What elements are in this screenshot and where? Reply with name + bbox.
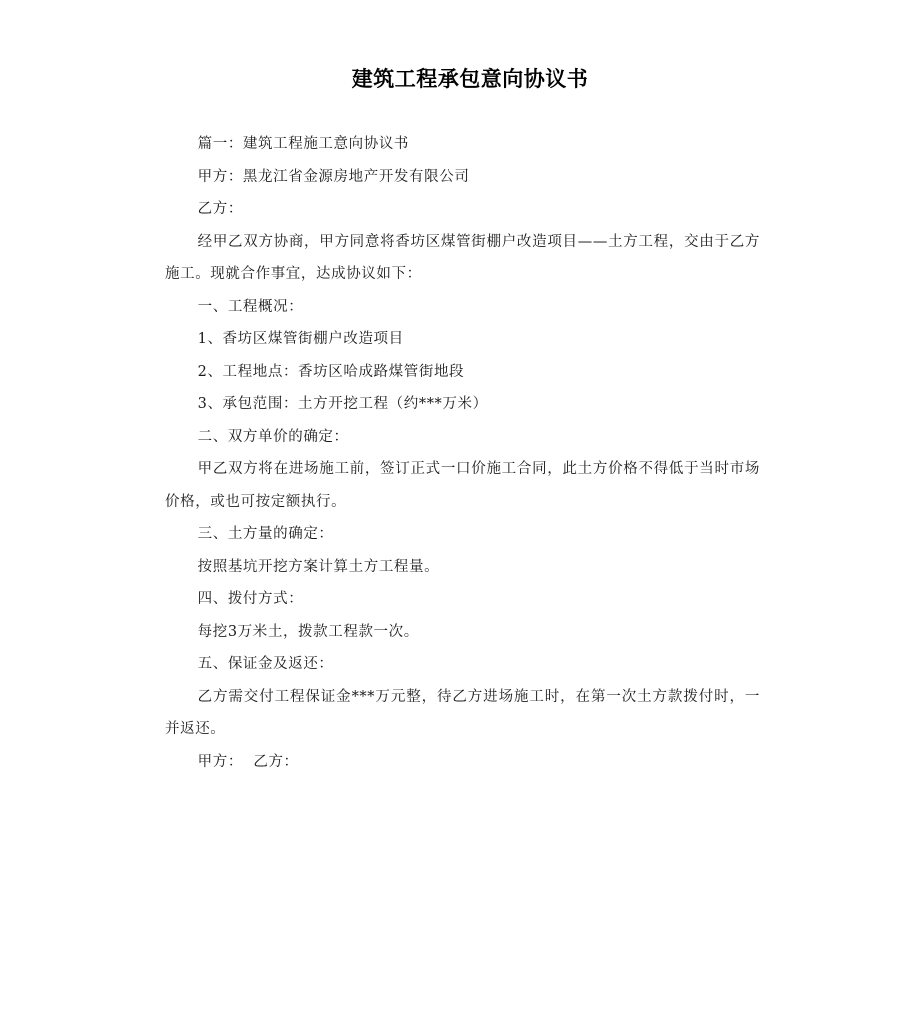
clause-heading-deposit: 五、保证金及返还： bbox=[197, 656, 334, 672]
price-paragraph: 甲乙双方将在进场施工前，签订正式一口价施工合同，此土方价格不得低于当时市场价格，或也可按定额执行。 bbox=[165, 461, 760, 510]
section-heading: 篇一：建筑工程施工意向协议书 bbox=[197, 136, 410, 152]
party-a-line: 甲方：黑龙江省金源房地产开发有限公司 bbox=[197, 168, 470, 185]
overview-item-2: 2、工程地点：香坊区哈成路煤管街地段 bbox=[197, 363, 465, 380]
signature-line: 甲方： 乙方： bbox=[197, 753, 299, 770]
party-b-line: 乙方： bbox=[197, 201, 243, 217]
document-body bbox=[165, 128, 760, 778]
clause-heading-quantity: 三、土方量的确定： bbox=[197, 526, 334, 542]
deposit-paragraph: 乙方需交付工程保证金***万元整，待乙方进场施工时，在第一次土方款拨付时，一并返还。 bbox=[165, 688, 760, 737]
clause-heading-payment: 四、拨付方式： bbox=[197, 591, 304, 607]
document-title: 建筑工程承包意向协议书 bbox=[351, 67, 589, 91]
clause-heading-overview: 一、工程概况： bbox=[197, 298, 304, 315]
clause-heading-price: 二、双方单价的确定： bbox=[197, 428, 349, 445]
overview-item-1: 1、香坊区煤管街棚户改造项目 bbox=[197, 331, 404, 347]
payment-paragraph: 每挖3万米土，拨款工程款一次。 bbox=[197, 623, 419, 640]
quantity-paragraph: 按照基坑开挖方案计算土方工程量。 bbox=[197, 558, 440, 575]
overview-item-3: 3、承包范围：土方开挖工程（约***万米） bbox=[197, 396, 488, 412]
intro-paragraph: 经甲乙双方协商，甲方同意将香坊区煤管街棚户改造项目——土方工程，交由于乙方施工。现就合作事宜，达成协议如下： bbox=[165, 233, 760, 282]
